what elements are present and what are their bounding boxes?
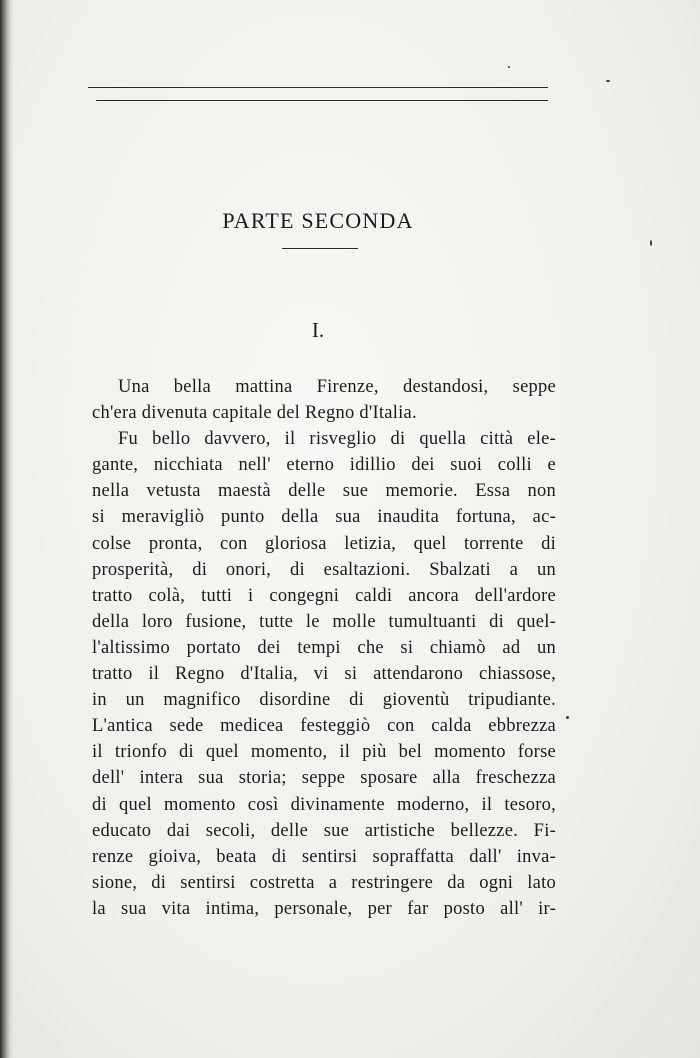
chapter-number: I. (311, 318, 325, 342)
title-underline (282, 248, 358, 249)
text-line: la sua vita intima, personale, per far posto all' ir- (92, 898, 556, 919)
text-line: Una bella mattina Firenze, destandosi, seppe (118, 377, 556, 397)
body-text (92, 374, 556, 922)
text-line: di quel momento così divinamente moderno, il tesoro, (92, 794, 556, 815)
text-line: sione, di sentirsi costretta a restringere da ogni lato (92, 872, 556, 893)
print-speck (650, 240, 652, 246)
text-line: renze gioiva, beata di sentirsi sopraffatta dall' inva- (92, 846, 556, 867)
page-binding-edge (0, 0, 14, 1058)
text-line: si meravigliò punto della sua inaudita fortuna, ac- (92, 507, 556, 528)
text-line: prosperità, di onori, di esaltazioni. Sbalzati a un (92, 559, 556, 580)
text-line: gante, nicchiata nell' eterno idillio dei suoi colli e (92, 455, 556, 476)
text-line: dell' intera sua storia; seppe sposare alla freschezza (92, 768, 556, 789)
text-line: della loro fusione, tutte le molle tumultuanti di quel- (92, 611, 556, 632)
text-line: nella vetusta maestà delle sue memorie. Essa non (92, 481, 556, 502)
print-speck (606, 80, 610, 82)
header-rule-top (88, 87, 548, 88)
text-line: colse pronta, con gloriosa letizia, quel torrente di (92, 533, 556, 554)
header-rule-bottom (96, 100, 548, 101)
print-speck (566, 716, 569, 719)
text-line: educato dai secoli, delle sue artistiche bellezze. Fi- (92, 820, 556, 841)
text-line: ch'era divenuta capitale del Regno d'Italia. (92, 403, 417, 424)
part-title: PARTE SECONDA (222, 208, 414, 233)
text-line: L'antica sede medicea festeggiò con calda ebbrezza (92, 716, 556, 737)
text-line: Fu bello davvero, il risveglio di quella città ele- (118, 429, 556, 450)
text-line: tratto il Regno d'Italia, vi si attendarono chiassose, (92, 664, 556, 685)
text-line: tratto colà, tutti i congegni caldi ancora dell'ardore (92, 585, 556, 606)
text-line: in un magnifico disordine di gioventù tripudiante. (92, 690, 556, 711)
text-line: il trionfo di quel momento, il più bel momento forse (92, 742, 556, 763)
print-speck (508, 66, 510, 68)
text-line: l'altissimo portato dei tempi che si chiamò ad un (92, 637, 556, 658)
